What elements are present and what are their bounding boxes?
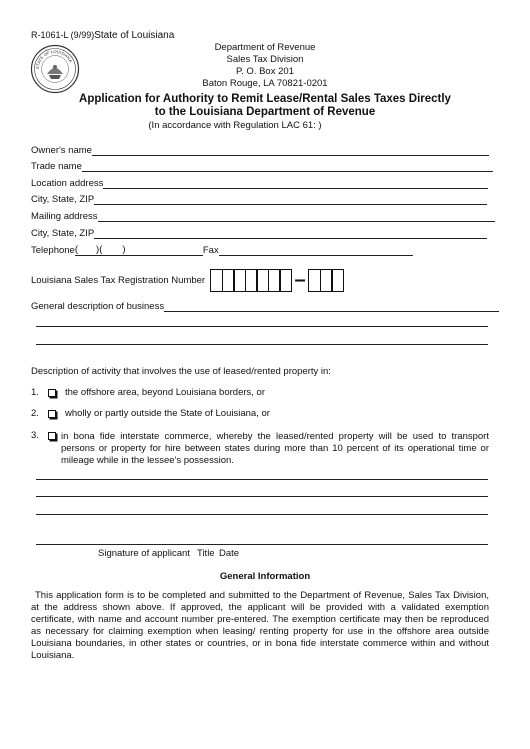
state-seal-icon: [30, 44, 80, 94]
option-number: 1.: [31, 387, 39, 398]
telephone-label: Telephone: [31, 245, 75, 256]
tax-registration-dash: –: [294, 268, 306, 291]
area-code-paren: )(: [96, 244, 103, 255]
trade-name-row: [31, 160, 493, 172]
title-line-2: to the Louisiana Department of Revenue: [154, 106, 376, 118]
owner-name-field[interactable]: [92, 145, 489, 156]
trade-name-label: Trade name: [31, 161, 82, 172]
address-line: Sales Tax Division: [226, 54, 304, 65]
mailing-address-label: Mailing address: [31, 211, 98, 222]
regulation-subtitle: (In accordance with Regulation LAC 61: ): [148, 120, 322, 131]
form-code: [31, 30, 174, 41]
business-description-line[interactable]: [36, 326, 488, 327]
mailing-city-state-zip-label: City, State, ZIP: [31, 228, 95, 239]
mailing-city-state-zip-field[interactable]: [94, 228, 487, 239]
signature-label: Signature of applicant: [98, 548, 190, 559]
checkbox-icon[interactable]: [47, 388, 57, 398]
activity-description-line[interactable]: [36, 496, 488, 497]
option-text: the offshore area, beyond Louisiana borders, or: [65, 387, 265, 398]
location-address-label: Location address: [31, 178, 104, 189]
trade-name-field[interactable]: [82, 161, 493, 172]
activity-option-1: [31, 387, 265, 398]
state-name: State of Louisiana: [94, 30, 175, 41]
telephone-field[interactable]: [75, 245, 203, 256]
svg-text:STATE OF LOUISIANA: STATE OF LOUISIANA: [34, 48, 74, 70]
fax-field[interactable]: [219, 245, 413, 256]
fax-label: Fax: [202, 245, 219, 256]
address-line: Department of Revenue: [214, 42, 316, 53]
city-state-zip-row: [31, 193, 487, 205]
mailing-city-state-zip-row: [31, 227, 487, 239]
business-description-row: [31, 300, 499, 312]
signature-line[interactable]: [36, 544, 488, 545]
owner-name-label: Owner's name: [31, 145, 92, 156]
activity-option-3: [31, 430, 65, 441]
title-line-1: Application for Authority to Remit Lease/Rental Sales Taxes Directly: [79, 93, 451, 105]
activity-description-line[interactable]: [36, 479, 488, 480]
form-title: [40, 93, 490, 119]
general-information-heading: General Information: [219, 571, 311, 582]
area-code-paren: (: [74, 244, 79, 255]
department-address: [150, 42, 380, 90]
form-number: R-1061-L (9/99): [31, 30, 95, 40]
owner-name-row: [31, 144, 489, 156]
general-information-text: This application form is to be completed and submitted to the Department of Revenue, Sales Tax Division, at the address shown above. If approved, the applicant will be provided with a validated exemption certificate, with name and account number pre-entered. The exemption certificate may then be reproduced as necessary for claiming exemption when leasing/ renting property for use in the offshore area outside Louisiana boundaries, in other states or countries, or in bona fide interstate commerce within and without Louisiana.: [31, 590, 489, 661]
tax-registration-label: Louisiana Sales Tax Registration Number: [31, 274, 206, 286]
location-address-field[interactable]: [103, 178, 488, 189]
area-code-paren: ): [122, 244, 126, 255]
location-address-row: [31, 177, 488, 189]
city-state-zip-label: City, State, ZIP: [31, 194, 95, 205]
option-number: 2.: [31, 408, 39, 419]
city-state-zip-field[interactable]: [94, 194, 487, 205]
business-description-line[interactable]: [36, 344, 488, 345]
checkbox-icon[interactable]: [47, 409, 57, 419]
tax-registration-boxes-2[interactable]: [308, 269, 344, 292]
address-line: Baton Rouge, LA 70821-0201: [202, 78, 328, 89]
option-text: wholly or partly outside the State of Louisiana, or: [65, 408, 270, 419]
activity-option-2: [31, 408, 270, 419]
option-number: 3.: [31, 430, 39, 441]
title-label: Title: [197, 548, 215, 559]
digit-box[interactable]: [279, 269, 292, 292]
checkbox-icon[interactable]: [47, 431, 57, 441]
mailing-address-field[interactable]: [98, 211, 495, 222]
option-3-text: in bona fide interstate commerce, whereby the leased/rented property will be used to transport persons or property for hire between states during more than 10 percent of its operational time or mileage while in the lessee's possession.: [61, 431, 489, 466]
tax-registration-row: [31, 268, 344, 292]
business-description-field[interactable]: [164, 301, 499, 312]
date-label: Date: [219, 548, 240, 559]
activity-prompt: Description of activity that involves the use of leased/rented property in:: [31, 366, 331, 377]
activity-description-line[interactable]: [36, 514, 488, 515]
mailing-address-row: [31, 210, 495, 222]
telephone-fax-row: [31, 244, 413, 256]
address-line: P. O. Box 201: [236, 66, 294, 77]
digit-box[interactable]: [331, 269, 344, 292]
tax-registration-boxes-1[interactable]: [210, 269, 292, 292]
business-description-label: General description of business: [31, 301, 165, 312]
